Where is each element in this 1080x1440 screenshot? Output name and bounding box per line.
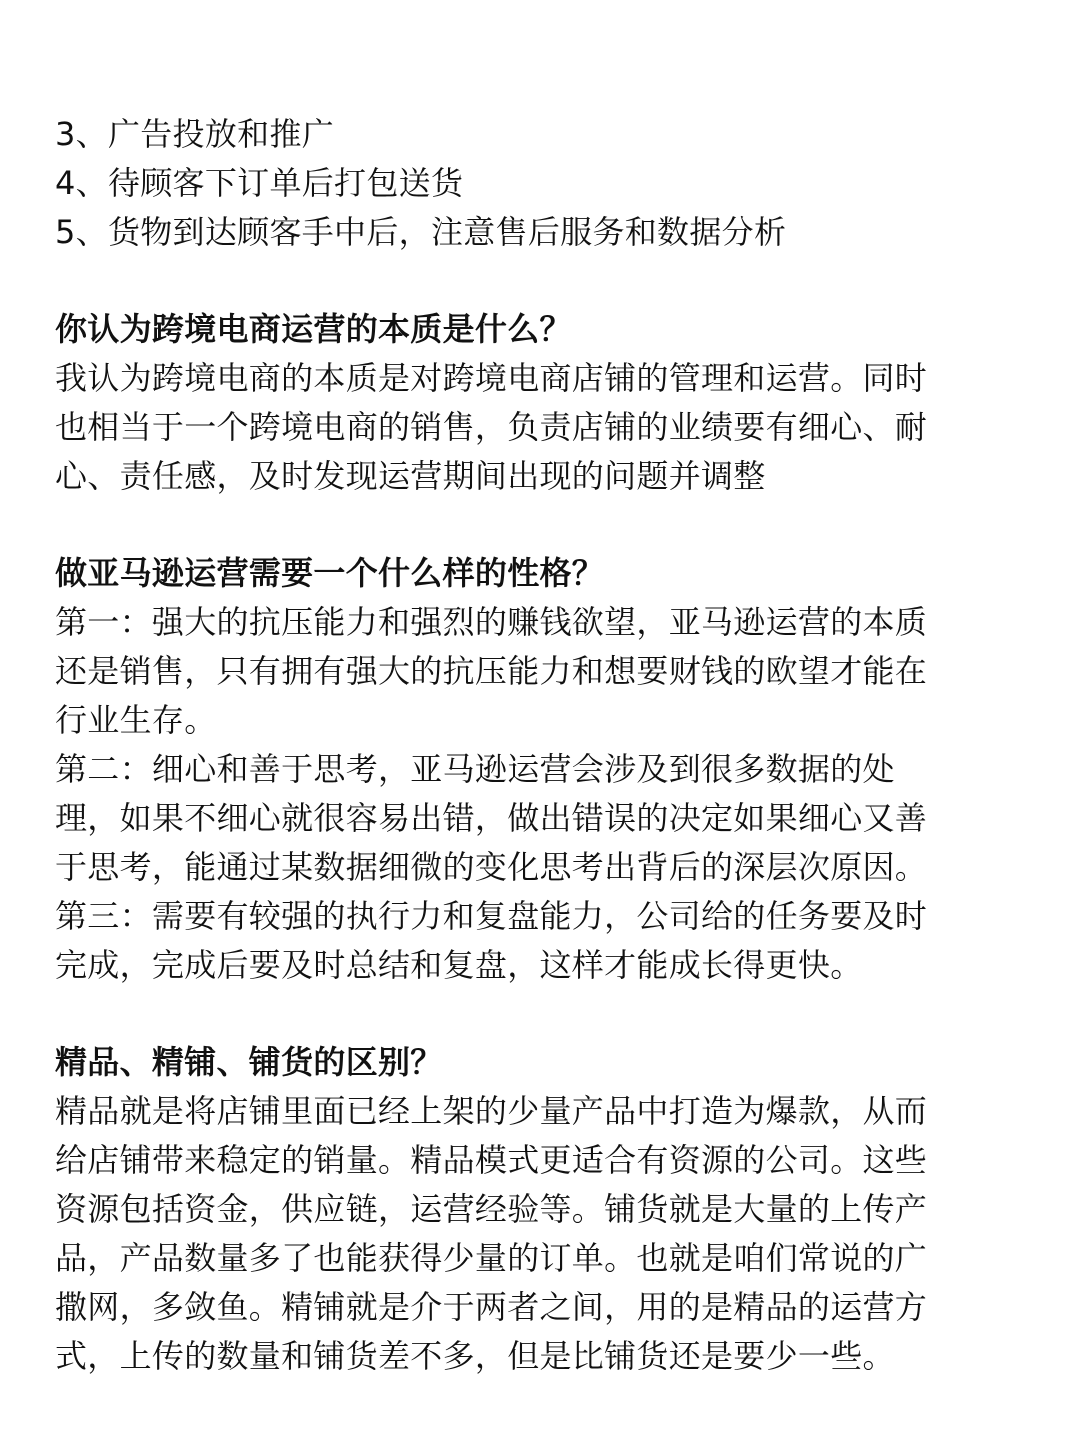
step-item: 5、货物到达顾客手中后，注意售后服务和数据分析	[55, 213, 787, 251]
article-body	[55, 110, 1015, 1381]
section-text-line: 式，上传的数量和铺货差不多，但是比铺货还是要少一些。	[55, 1337, 895, 1375]
section-text-line: 第二：细心和善于思考，亚马逊运营会涉及到很多数据的处	[55, 750, 895, 788]
section-text-line: 精品就是将店铺里面已经上架的少量产品中打造为爆款，从而	[55, 1092, 928, 1130]
step-item: 4、待顾客下订单后打包送货	[55, 164, 464, 202]
section-text-line: 第三：需要有较强的执行力和复盘能力，公司给的任务要及时	[55, 897, 928, 935]
section-text-line: 品，产品数量多了也能获得少量的订单。也就是咱们常说的广	[55, 1239, 928, 1277]
section-text-line: 我认为跨境电商的本质是对跨境电商店铺的管理和运营。同时	[55, 359, 928, 397]
section-text-line: 理，如果不细心就很容易出错，做出错误的决定如果细心又善	[55, 799, 928, 837]
section-text-line: 撒网，多敛鱼。精铺就是介于两者之间，用的是精品的运营方	[55, 1288, 928, 1326]
section-text-line: 心、责任感，及时发现运营期间出现的问题并调整	[55, 457, 766, 495]
section-heading: 做亚马逊运营需要一个什么样的性格？	[55, 554, 605, 592]
paragraph-gap	[55, 257, 1015, 305]
section-essence	[55, 305, 1015, 501]
section-text-line: 还是销售，只有拥有强大的抗压能力和想要财钱的欧望才能在	[55, 652, 928, 690]
paragraph-gap	[55, 990, 1015, 1038]
section-text-line: 资源包括资金，供应链，运营经验等。铺货就是大量的上传产	[55, 1190, 928, 1228]
section-text-line: 也相当于一个跨境电商的销售，负责店铺的业绩要有细心、耐	[55, 408, 928, 446]
paragraph-gap	[55, 501, 1015, 549]
section-text-line: 于思考，能通过某数据细微的变化思考出背后的深层次原因。	[55, 848, 928, 886]
section-heading: 精品、精铺、铺货的区别？	[55, 1043, 443, 1081]
section-text-line: 给店铺带来稳定的销量。精品模式更适合有资源的公司。这些	[55, 1141, 928, 1179]
section-text-line: 第一：强大的抗压能力和强烈的赚钱欲望，亚马逊运营的本质	[55, 603, 928, 641]
section-text-line: 行业生存。	[55, 701, 217, 739]
steps-list	[55, 110, 1015, 257]
section-personality	[55, 549, 1015, 990]
section-text-line: 完成，完成后要及时总结和复盘，这样才能成长得更快。	[55, 946, 863, 984]
step-item: 3、广告投放和推广	[55, 115, 335, 153]
section-models	[55, 1038, 1015, 1381]
section-heading: 你认为跨境电商运营的本质是什么？	[55, 310, 572, 348]
